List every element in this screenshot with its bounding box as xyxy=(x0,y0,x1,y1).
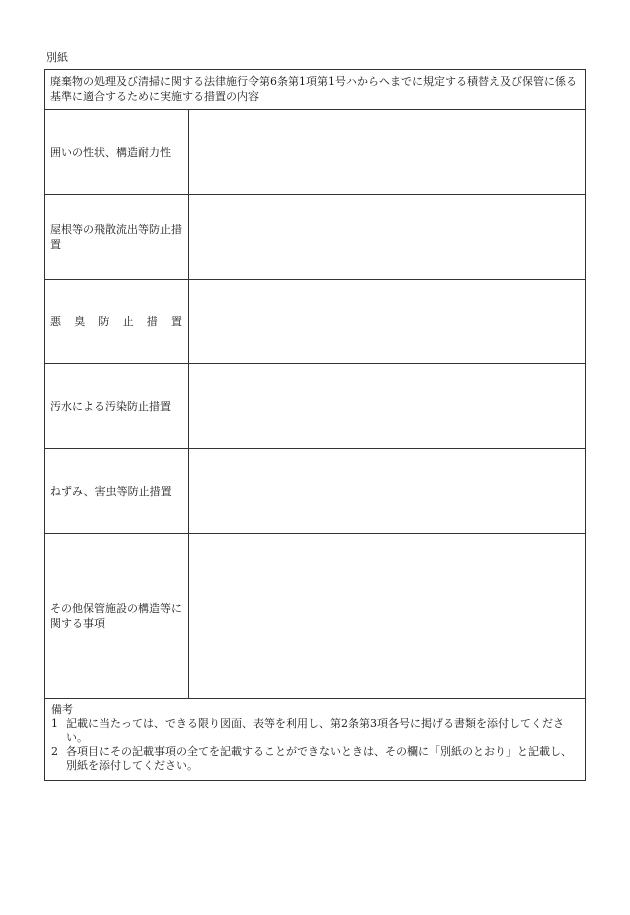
remark-note-text: 記載に当たっては、できる限り図面、表等を利用し、第2条第3項各号に掲げる書類を添付してください。 xyxy=(66,717,564,744)
row-value-odor[interactable] xyxy=(189,280,585,363)
row-label-roof: 屋根等の飛散流出等防止措置 xyxy=(45,195,189,279)
row-pests xyxy=(45,449,585,534)
row-label-odor: 悪 臭 防 止 措 置 xyxy=(45,280,189,363)
row-label-pests: ねずみ、害虫等防止措置 xyxy=(45,449,189,533)
row-value-pests[interactable] xyxy=(189,449,585,533)
row-value-other[interactable] xyxy=(189,534,585,698)
row-other xyxy=(45,534,585,699)
remarks-title: 備考 xyxy=(51,703,73,716)
remark-note xyxy=(51,717,579,745)
remark-note xyxy=(51,745,579,773)
remark-note-number: 2 xyxy=(51,745,58,758)
row-odor xyxy=(45,280,585,364)
row-value-wastewater[interactable] xyxy=(189,364,585,448)
remarks-section xyxy=(45,699,585,773)
form-header: 廃棄物の処理及び清掃に関する法律施行令第6条第1項第1号ハからヘまでに規定する積替え及び保管に係る基準に適合するために実施する措置の内容 xyxy=(45,70,585,110)
measures-form xyxy=(44,69,586,781)
remark-note-number: 1 xyxy=(51,717,58,730)
row-value-roof[interactable] xyxy=(189,195,585,279)
appendix-label: 別紙 xyxy=(46,51,68,64)
row-enclosure xyxy=(45,110,585,195)
row-label-enclosure: 囲いの性状、構造耐力性 xyxy=(45,110,189,194)
row-value-enclosure[interactable] xyxy=(189,110,585,194)
row-wastewater xyxy=(45,364,585,449)
row-label-wastewater: 汚水による汚染防止措置 xyxy=(45,364,189,448)
row-roof xyxy=(45,195,585,280)
row-label-other: その他保管施設の構造等に関する事項 xyxy=(45,534,189,698)
remark-note-text: 各項目にその記載事項の全てを記載することができないときは、その欄に「別紙のとおり」と記載し、別紙を添付してください。 xyxy=(66,745,572,772)
